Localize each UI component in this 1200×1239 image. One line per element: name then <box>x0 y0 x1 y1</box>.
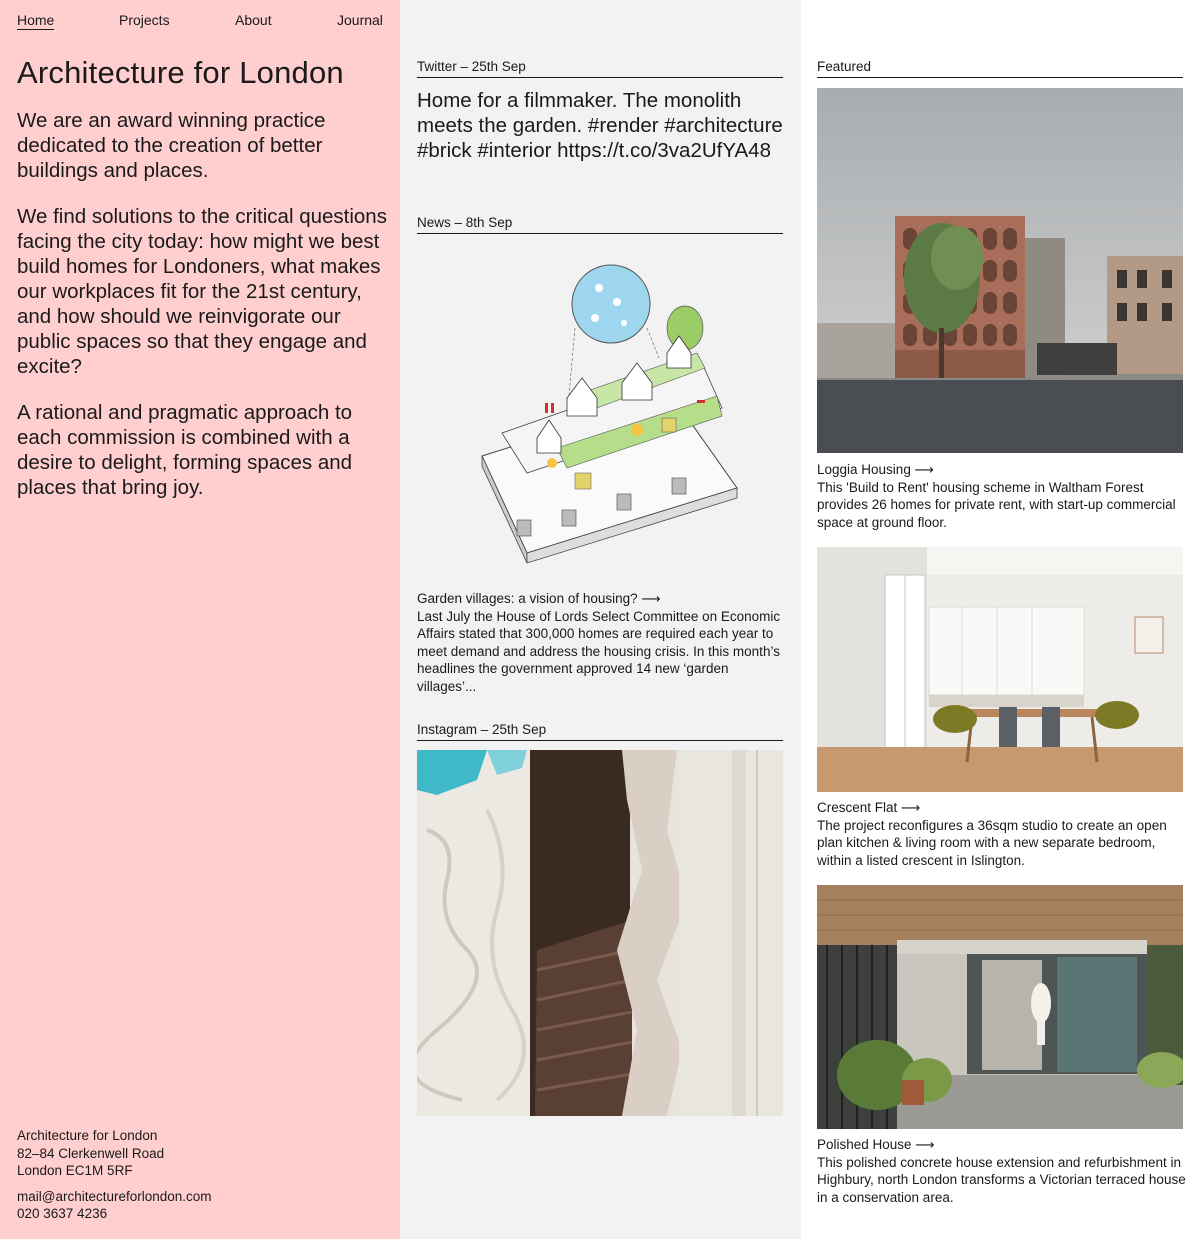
featured-description: The project reconfigures a 36sqm studio to create an open plan kitchen & living room with a new separate bedroom, within a listed crescent in Islington. <box>817 817 1167 868</box>
site-title: Architecture for London <box>17 55 344 90</box>
featured-item <box>817 461 1187 531</box>
featured-description: This polished concrete house extension and refurbishment in Highbury, north London transforms a Victorian terraced house in a conservation area. <box>817 1154 1186 1205</box>
featured-title-link[interactable]: Loggia Housing ⟶ <box>817 462 934 477</box>
intro-paragraph: We find solutions to the critical questions facing the city today: how might we best build homes for Londoners, what makes our workplaces fit for the 21st century, and how should we reinvigorate our public spaces so that they engage and excite? <box>17 205 387 378</box>
nav-journal[interactable]: Journal <box>337 12 383 28</box>
crescent-flat-image[interactable] <box>817 547 1183 792</box>
tweet-link[interactable]: https://t.co/3va2UfYA48 <box>557 139 771 162</box>
address-city: London EC1M 5RF <box>17 1163 133 1178</box>
main-nav <box>17 12 387 32</box>
loggia-housing-image[interactable] <box>817 88 1183 453</box>
address-name: Architecture for London <box>17 1128 158 1143</box>
intro-paragraph: We are an award winning practice dedicated to the creation of better buildings and places. <box>17 109 326 182</box>
left-column <box>0 0 400 1239</box>
polished-house-image[interactable] <box>817 885 1183 1129</box>
tweet-text <box>417 88 783 163</box>
featured-title-link[interactable]: Crescent Flat ⟶ <box>817 800 921 815</box>
featured-description: This 'Build to Rent' housing scheme in Waltham Forest provides 26 homes for private rent, with start-up commercial space at ground floor. <box>817 479 1176 530</box>
featured-header: Featured <box>817 59 1183 78</box>
address-street: 82–84 Clerkenwell Road <box>17 1145 165 1161</box>
right-column <box>801 0 1200 1239</box>
news-entry <box>417 590 783 695</box>
twitter-header: Twitter – 25th Sep <box>417 59 783 78</box>
tweet-body: Home for a filmmaker. The monolith meets the garden. #render #architecture #brick #interior <box>417 89 783 162</box>
news-header: News – 8th Sep <box>417 215 783 234</box>
nav-about[interactable]: About <box>235 12 272 28</box>
intro-paragraph: A rational and pragmatic approach to each commission is combined with a desire to delight, forming spaces and places that bring joy. <box>17 401 353 499</box>
featured-item <box>817 1136 1187 1206</box>
nav-projects[interactable]: Projects <box>119 12 170 28</box>
news-title-link[interactable]: Garden villages: a vision of housing? ⟶ <box>417 591 661 606</box>
intro-text <box>17 108 389 521</box>
featured-title-link[interactable]: Polished House ⟶ <box>817 1137 935 1152</box>
middle-column <box>400 0 801 1239</box>
news-description: Last July the House of Lords Select Committee on Economic Affairs stated that 300,000 homes are required each year to meet demand and address the housing crisis. In this month’s headlines the government approved 14 new ‘garden villages’... <box>417 608 781 694</box>
nav-home[interactable]: Home <box>17 12 55 28</box>
instagram-header: Instagram – 25th Sep <box>417 722 783 741</box>
instagram-wall-image[interactable] <box>417 750 783 1116</box>
phone-link[interactable]: 020 3637 4236 <box>17 1206 108 1221</box>
email-link[interactable]: mail@architectureforlondon.com <box>17 1188 212 1204</box>
featured-item <box>817 799 1187 869</box>
garden-village-axonometric-image[interactable] <box>417 248 783 578</box>
address-block <box>17 1127 212 1223</box>
